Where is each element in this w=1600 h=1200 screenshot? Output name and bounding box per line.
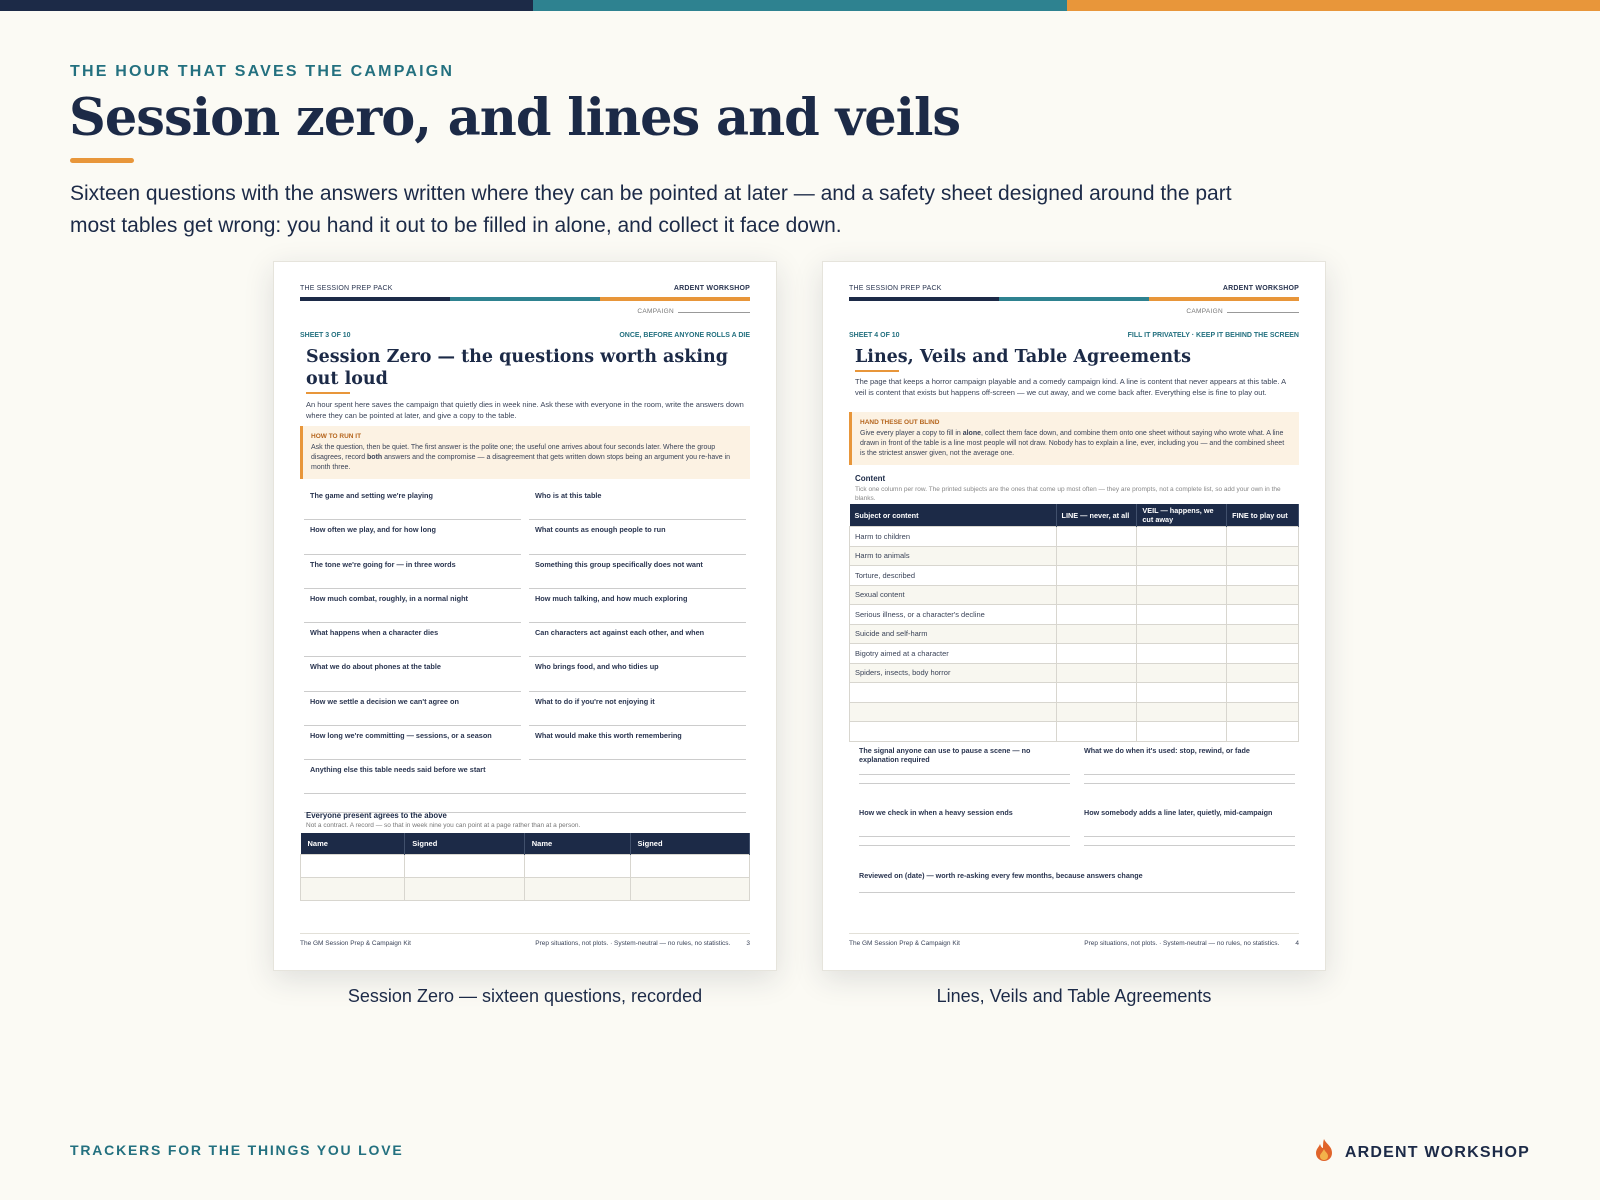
sheet-color-bar (849, 297, 1299, 301)
tick-cell (1056, 546, 1137, 566)
sheet-intro: An hour spent here saves the campaign that quietly dies in week nine. Ask these with everyone in the room, write the answers down where they can be pointed at later, and give a copy to the table. (306, 400, 744, 420)
agreement-prompt: How somebody adds a line later, quietly, mid-campaign (1084, 808, 1273, 817)
content-row (850, 683, 1299, 703)
sign-header: Name (524, 833, 630, 855)
reviewed-on-label: Reviewed on (date) — worth re-asking every few months, because answers change (859, 871, 1143, 880)
sheet-meta (300, 332, 750, 339)
content-row (850, 546, 1299, 566)
tick-cell (1227, 663, 1299, 683)
tick-cell (1137, 566, 1227, 586)
question-field: Who is at this table (529, 486, 746, 520)
pack-name: THE SESSION PREP PACK (300, 285, 393, 292)
tick-cell (1056, 605, 1137, 625)
tick-cell (1137, 722, 1227, 742)
footer-tagline: Prep situations, not plots. · System-neutral — no rules, no statistics. (535, 940, 731, 947)
tick-cell (1137, 644, 1227, 664)
top-bar-teal (533, 0, 1066, 11)
sheet-number: SHEET 4 OF 10 (849, 332, 900, 339)
content-header: LINE — never, at all (1056, 504, 1137, 527)
footer-brand (1313, 1138, 1530, 1167)
agreement-prompt: What we do when it's used: stop, rewind, or fade (1084, 746, 1250, 755)
callout-label: HOW TO RUN IT (311, 433, 362, 440)
subject-cell: Serious illness, or a character's decline (850, 605, 1057, 625)
tick-cell (1137, 683, 1227, 703)
tick-cell (1137, 527, 1227, 547)
sheet-intro: The page that keeps a horror campaign playable and a comedy campaign kind. A line is content that never appears at this table. A veil is content that exists but happens off-screen — we cut away, and we come back after. Everything else is fine to play out. (855, 377, 1286, 397)
agreement-prompt: The signal anyone can use to pause a scene — no explanation required (859, 746, 1031, 764)
content-row (850, 585, 1299, 605)
tick-cell (1227, 722, 1299, 742)
lines-veils-sheet (822, 261, 1326, 971)
tick-cell (1227, 527, 1299, 547)
subject-cell (850, 722, 1057, 742)
subject-cell: Bigotry aimed at a character (850, 644, 1057, 664)
content-row (850, 644, 1299, 664)
answer-line (1084, 836, 1295, 837)
content-header: FINE to play out (1227, 504, 1299, 527)
footer-kit-name: The GM Session Prep & Campaign Kit (300, 940, 411, 947)
tick-cell (1056, 683, 1137, 703)
tick-cell (1137, 702, 1227, 722)
sheet-title: Session Zero — the questions worth asking out loud (306, 347, 728, 389)
tick-cell (1056, 722, 1137, 742)
question-field: What happens when a character dies (304, 623, 521, 657)
answer-line (859, 783, 1070, 784)
sheet-when: ONCE, BEFORE ANYONE ROLLS A DIE (619, 332, 750, 339)
sign-header: Name (301, 833, 405, 855)
tick-cell (1137, 546, 1227, 566)
caption-session-zero: Session Zero — sixteen questions, recorded (347, 986, 703, 1006)
sign-header: Signed (630, 833, 749, 855)
tick-cell (1056, 702, 1137, 722)
top-color-bar (0, 0, 1600, 11)
question-field: How much combat, roughly, in a normal night (304, 589, 521, 623)
question-field: What we do about phones at the table (304, 657, 521, 691)
tick-cell (1056, 644, 1137, 664)
sign-header: Signed (405, 833, 524, 855)
content-row (850, 624, 1299, 644)
signature-table (300, 833, 750, 901)
tick-cell (1056, 566, 1137, 586)
brand-name: ARDENT WORKSHOP (1344, 1143, 1530, 1161)
tick-cell (1227, 585, 1299, 605)
tick-cell (1056, 527, 1137, 547)
question-field: Something this group specifically does not want (529, 555, 746, 589)
hand-out-callout: HAND THESE OUT BLIND Give every player a copy to fill in alone, collect them face down, and combine them onto one sheet without saying who wrote what. A line drawn in front of the table is a line most people will not draw. Nobody has to explain a line, ever, including you — and the combined sheet is the strictest answer given, not the average one. (849, 412, 1299, 465)
agreement-title: Everyone present agrees to the above (306, 811, 447, 820)
content-table (849, 504, 1299, 742)
tick-cell (1137, 605, 1227, 625)
question-field: What to do if you're not enjoying it (529, 692, 746, 726)
question-field: Who brings food, and who tidies up (529, 657, 746, 691)
subject-cell: Harm to animals (850, 546, 1057, 566)
tick-cell (1227, 546, 1299, 566)
content-subtitle: Tick one column per row. The printed subjects are the ones that come up most often — they are prompts, not a complete list, so add your own in the blanks. (855, 486, 1281, 502)
answer-line (859, 836, 1070, 837)
sheet-when: FILL IT PRIVATELY · KEEP IT BEHIND THE SCREEN (1127, 332, 1299, 339)
sheet-header (849, 285, 1299, 292)
signature-row (301, 878, 750, 901)
sheet-number: SHEET 3 OF 10 (300, 332, 351, 339)
sheet-footer (300, 933, 750, 947)
sheet-header (300, 285, 750, 292)
footer-tagline: Prep situations, not plots. · System-neutral — no rules, no statistics. (1084, 940, 1280, 947)
tick-cell (1137, 663, 1227, 683)
subject-cell: Sexual content (850, 585, 1057, 605)
subject-cell: Harm to children (850, 527, 1057, 547)
top-bar-navy (0, 0, 533, 11)
sheet-title-underline (855, 370, 899, 372)
tick-cell (1056, 663, 1137, 683)
sheet-color-bar (300, 297, 750, 301)
subject-cell: Suicide and self-harm (850, 624, 1057, 644)
campaign-field: CAMPAIGN (1186, 308, 1299, 315)
agreement-field (1078, 741, 1295, 803)
tick-cell (1227, 683, 1299, 703)
pack-name: THE SESSION PREP PACK (849, 285, 942, 292)
content-row (850, 566, 1299, 586)
question-field: What counts as enough people to run (529, 520, 746, 554)
tick-cell (1056, 585, 1137, 605)
question-field: How we settle a decision we can't agree on (304, 692, 521, 726)
how-to-callout: HOW TO RUN IT Ask the question, then be quiet. The first answer is the polite one; the useful one arrives about four seconds later. Where the group disagrees, record both answers and the compromise — a disagreement that gets written down stops being an argument you re-have in month three. (300, 426, 750, 479)
caption-lines-veils: Lines, Veils and Table Agreements (936, 986, 1212, 1006)
signature-row (301, 855, 750, 878)
tick-cell (1056, 624, 1137, 644)
content-row (850, 663, 1299, 683)
content-row (850, 702, 1299, 722)
question-field: How often we play, and for how long (304, 520, 521, 554)
sheet-brand: ARDENT WORKSHOP (673, 285, 750, 292)
subject-cell (850, 683, 1057, 703)
eyebrow: THE HOUR THAT SAVES THE CAMPAIGN (70, 63, 455, 80)
question-field: What would make this worth remembering (529, 726, 746, 760)
answer-line (1084, 845, 1295, 846)
agreement-field (1078, 803, 1295, 865)
sheet-title: Lines, Veils and Table Agreements (855, 347, 1191, 367)
top-bar-orange (1067, 0, 1600, 11)
sheet-brand: ARDENT WORKSHOP (1222, 285, 1299, 292)
tick-cell (1137, 585, 1227, 605)
title-underline (70, 158, 134, 163)
content-row (850, 605, 1299, 625)
tick-cell (1227, 624, 1299, 644)
content-header: VEIL — happens, we cut away (1137, 504, 1227, 527)
page-number: 3 (746, 940, 750, 947)
agreement-field (853, 803, 1070, 865)
subject-cell (850, 702, 1057, 722)
content-row (850, 722, 1299, 742)
tick-cell (1137, 624, 1227, 644)
tick-cell (1227, 566, 1299, 586)
content-header: Subject or content (850, 504, 1057, 527)
sheet-footer (849, 933, 1299, 947)
reviewed-on-field (853, 866, 1295, 896)
question-field: The tone we're going for — in three words (304, 555, 521, 589)
page-title: Session zero, and lines and veils (69, 88, 961, 148)
tick-cell (1227, 644, 1299, 664)
question-field: The game and setting we're playing (304, 486, 521, 520)
agreement-prompt: How we check in when a heavy session ends (859, 808, 1013, 817)
footer-kit-name: The GM Session Prep & Campaign Kit (849, 940, 960, 947)
lede-paragraph: Sixteen questions with the answers written where they can be pointed at later — and a safety sheet designed around the part most tables get wrong: you hand it out to be filled in alone, and collect it face down. (70, 182, 1232, 237)
campaign-field: CAMPAIGN (637, 308, 750, 315)
agreement-subtitle: Not a contract. A record — so that in week nine you can point at a page rather than at a person. (306, 822, 581, 829)
answer-line (859, 774, 1070, 775)
question-field: Can characters act against each other, and when (529, 623, 746, 657)
answer-line (1084, 783, 1295, 784)
tick-cell (1227, 605, 1299, 625)
session-zero-sheet (273, 261, 777, 971)
question-grid (300, 486, 750, 813)
question-field-final: Anything else this table needs said before we start (304, 760, 746, 794)
footer-tagline: TRACKERS FOR THE THINGS YOU LOVE (70, 1142, 404, 1158)
agreement-field (853, 741, 1070, 803)
question-field: How long we're committing — sessions, or a season (304, 726, 521, 760)
answer-line (859, 845, 1070, 846)
page-number: 4 (1295, 940, 1299, 947)
subject-cell: Spiders, insects, body horror (850, 663, 1057, 683)
flame-icon (1313, 1138, 1335, 1167)
tick-cell (1227, 702, 1299, 722)
question-field: How much talking, and how much exploring (529, 589, 746, 623)
content-label: Content (855, 474, 886, 483)
callout-label: HAND THESE OUT BLIND (860, 419, 940, 426)
table-agreements-grid (849, 741, 1299, 865)
content-row (850, 527, 1299, 547)
sheet-title-underline (306, 392, 350, 394)
answer-line (1084, 774, 1295, 775)
subject-cell: Torture, described (850, 566, 1057, 586)
sheet-meta (849, 332, 1299, 339)
